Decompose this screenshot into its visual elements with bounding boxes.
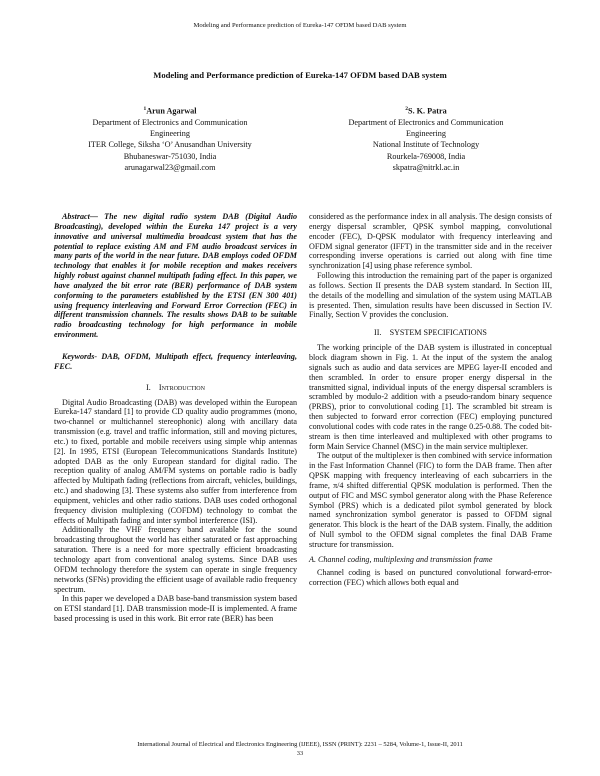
author-dept2-2: Engineering <box>405 129 446 139</box>
author-block-2 <box>296 104 556 173</box>
author-dept-1: Department of Electronics and Communication <box>92 117 248 127</box>
author-name-1 <box>40 104 300 117</box>
abstract: Abstract— The new digital radio system DAB (Digital Audio Broadcasting), developed within the Eureka 147 project is a very innovative and universal multimedia broadcast system that has the potential to replace existing AM and FM audio broadcast services in many parts of the world in the near future. DAB employs coded OFDM technology that enables it for mobile reception and makes receivers highly robust against channel multipath fading effect. In this paper, we have analyzed the bit error rate (BER) performance of DAB system conforming to the parameters established by the ETSI (EN 300 401) using frequency interleaving and Forward Error Correction (FEC) in different transmission channels. The results shows DAB to be suitable radio broadcasting technology for high performance in mobile environment. <box>54 212 297 340</box>
paragraph: considered as the performance index in all analysis. The design consists of energy dispersal scrambler, QPSK symbol mapping, convolutional encoder (FEC), D-QPSK modulator with frequency interleaving and OFDM signal generator (IFFT) in the transmitter side and in the receiver corresponding inverse operations is carried out along with fine time synchronization [4] using phase reference symbol. <box>309 212 552 271</box>
paragraph: In this paper we developed a DAB base-band transmission system based on ETSI standard [1]. DAB transmission mode-II is implemented. A frame based processing is used in this work. Bit error rate (BER) has been <box>54 594 297 624</box>
author-city-1: Bhubaneswar-751030, India <box>123 151 217 161</box>
author-email-1[interactable]: arunagarwal23@gmail.com <box>124 162 216 172</box>
author-sup-2: 2 <box>405 106 409 112</box>
paragraph: Additionally the VHF frequency band available for the sound broadcasting throughout the world has either saturated or fast approaching saturation. There is a need for more spectrally efficient broadcasting technology apart from conventional analog systems. Since DAB uses OFDM technology therefore the system can operate in single frequency networks (SFNs) providing the efficient usage of available radio frequency spectrum. <box>54 525 297 594</box>
paragraph: Digital Audio Broadcasting (DAB) was developed within the European Eureka-147 standard [1] to provide CD quality audio programmes (mono, two-channel or multichannel stereophonic) along with ancillary data transmission (e.g. travel and traffic information, still and moving pictures, etc.) to fixed, portable and mobile receivers using simple whip antennas [2]. In 1995, ETSI (European Telecommunications Standards Institute) adopted DAB as the only European standard for digital radio. The reception quality of analog AM/FM systems on portable radio is badly affected by Multipath fading (reflections from aircraft, vehicles, buildings, etc.) and shadowing [3]. These systems also suffer from interference from equipment, vehicles and other radio stations. DAB uses coded orthogonal frequency division multiplexing (COFDM) technology to combat the effects of Multipath fading and inter symbol interference (ISI). <box>54 397 297 525</box>
running-head: Modeling and Performance prediction of Eureka-147 OFDM based DAB system <box>193 22 407 29</box>
paper-title: Modeling and Performance prediction of Eureka-147 OFDM based DAB system <box>153 70 447 80</box>
author-inst-1: ITER College, Siksha ‘O’ Anusandhan University <box>88 140 252 150</box>
subsection-heading-channel-coding: A. Channel coding, multiplexing and transmission frame <box>309 554 493 564</box>
page-footer <box>0 740 600 758</box>
section-number: I. <box>146 382 151 392</box>
paragraph: Channel coding is based on punctured convolutional forward-error-correction (FEC) which allows both equal and <box>309 567 552 587</box>
author-sup-1: 1 <box>143 106 147 112</box>
section-title: SYSTEM SPECIFICATIONS <box>389 328 487 338</box>
page-number: 33 <box>296 750 304 757</box>
left-column <box>54 212 297 624</box>
author-block-1 <box>40 104 300 173</box>
author-dept2-1: Engineering <box>149 129 190 139</box>
author-city-2: Rourkela-769008, India <box>386 151 466 161</box>
author-dept-2: Department of Electronics and Communication <box>348 117 504 127</box>
author-name-text-1: Arun Agarwal <box>146 106 197 116</box>
paragraph: The working principle of the DAB system is illustrated in conceptual block diagram shown in Fig. 1. At the input of the system the analog signals such as audio and data services are MPEG layer-II encoded and then scrambled. In order to ensure proper energy dispersal in the transmitted signal, individual inputs of the energy dispersal scramblers is scrambled by modulo-2 addition with a pseudo-random binary sequence (PRBS), prior to convolutional coding [1]. The scrambled bit stream is then subjected to forward error correction (FEC) employing punctured convolutional codes with code rates in the range 0.25-0.88. The coded bit-stream is then time interleaved and multiplexed with other programs to form Main Service Channel (MSC) in the main service multiplexer. <box>309 343 552 451</box>
author-name-text-2: S. K. Patra <box>408 106 447 116</box>
section-number: II. <box>374 328 382 338</box>
section-heading-system-specifications <box>309 328 552 338</box>
section-title: Introduction <box>158 382 205 392</box>
paragraph: Following this introduction the remaining part of the paper is organized as follows. Section II presents the DAB system standard. In Section III, the details of the modelling and simulation of the system using MATLAB is presented. Then, simulation results have been discussed in Section IV. Finally, Section V provides the conclusion. <box>309 271 552 320</box>
author-email-2[interactable]: skpatra@nitrkl.ac.in <box>392 162 460 172</box>
footer-journal-line: International Journal of Electrical and Electronics Engineering (IJEEE), ISSN (PRINT): 2231 – 5284, Volume-1, Issue-II, 2011 <box>137 741 463 748</box>
section-heading-introduction <box>54 383 297 393</box>
keywords: Keywords- DAB, OFDM, Multipath effect, frequency interleaving, FEC. <box>54 351 297 371</box>
right-column <box>309 212 552 587</box>
paragraph: The output of the multiplexer is then combined with service information in the Fast Information Channel (FIC) to form the DAB frame. Then after QPSK mapping with frequency interleaving of each subcarriers in the frame, π/4 shifted differential QPSK modulation is performed. Then the output of FIC and MSC symbol generator along with the Phase Reference Symbol (PRS) which is a dedicated pilot symbol generated by block named synchronization symbol generator is passed to OFDM signal generator. This block is the heart of the DAB system. Finally, the addition of Null symbol to the OFDM signal completes the final DAB Frame structure for transmission. <box>309 451 552 549</box>
author-inst-2: National Institute of Technology <box>372 140 480 150</box>
author-name-2 <box>296 104 556 117</box>
